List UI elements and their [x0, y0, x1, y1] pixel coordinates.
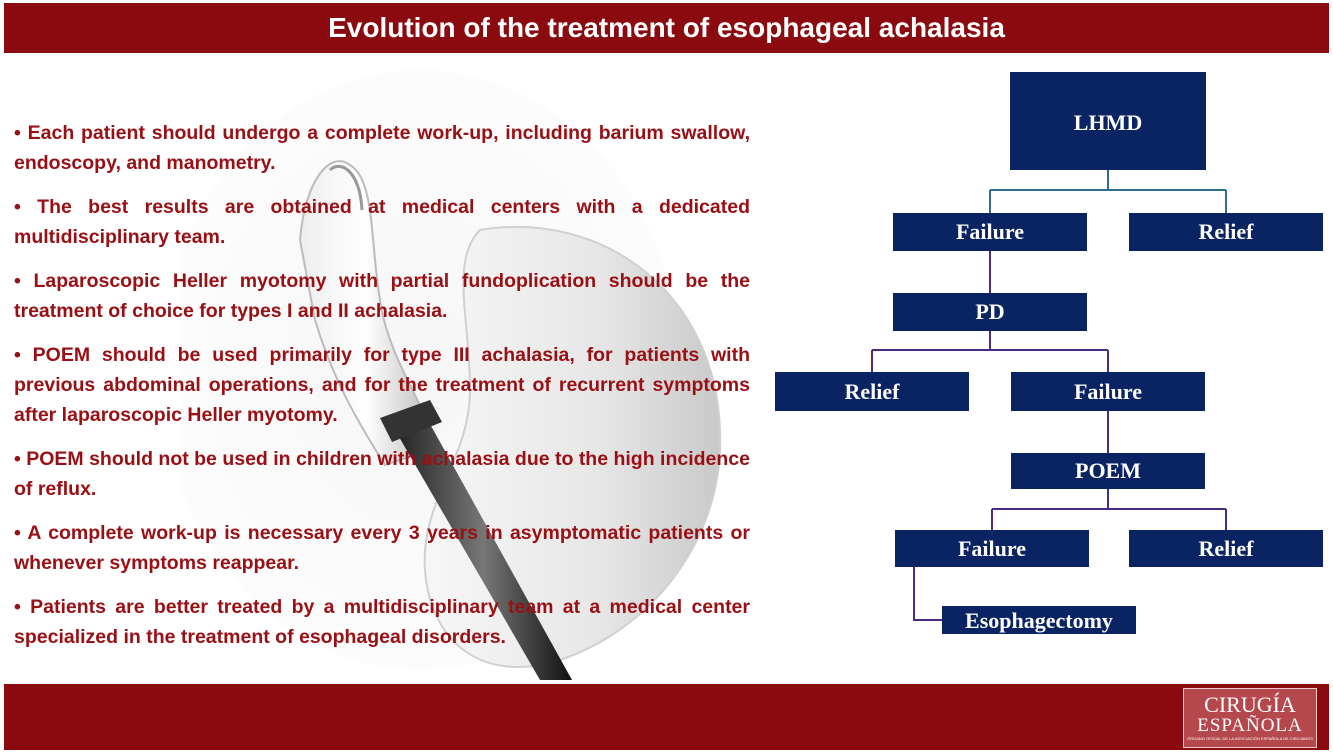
footer-bar — [4, 684, 1329, 750]
logo-line-3: ÓRGANO OFICIAL DE LA ASOCIACIÓN ESPAÑOLA DE CIRUJANOS — [1187, 736, 1313, 741]
bullet-item: • A complete work-up is necessary every 3 years in asymptomatic patients or whenever symptoms reappear. — [14, 522, 750, 574]
failure-label-2: Failure — [1073, 379, 1143, 404]
bullet-item: • POEM should be used primarily for type III achalasia, for patients with previous abdominal operations, and for the treatment of recurrent symptoms after laparoscopic Heller myotomy. — [14, 344, 750, 426]
failure-label-1: Failure — [955, 219, 1025, 244]
page-title: Evolution of the treatment of esophageal achalasia — [328, 12, 1005, 43]
bullet-item: • Patients are better treated by a multidisciplinary team at a medical center specialized in the treatment of esophageal disorders. — [14, 596, 750, 648]
relief-label-1: Relief — [1198, 219, 1254, 244]
bullet-item: • The best results are obtained at medical centers with a dedicated multidisciplinary team. — [14, 196, 750, 248]
esophagectomy-label: Esophagectomy — [965, 608, 1113, 633]
poem-label: POEM — [1075, 458, 1141, 483]
relief-label-3: Relief — [1198, 536, 1254, 561]
recommendations-list — [14, 118, 750, 666]
bullet-item: • Laparoscopic Heller myotomy with partial fundoplication should be the treatment of choice for types I and II achalasia. — [14, 270, 750, 322]
lhmd-label: LHMD — [1073, 110, 1143, 135]
relief-label-2: Relief — [844, 379, 900, 404]
treatment-flowchart — [760, 60, 1330, 650]
pd-label: PD — [975, 299, 1005, 324]
failure-label-3: Failure — [957, 536, 1027, 561]
title-bar — [4, 3, 1329, 53]
bullet-item: • POEM should not be used in children with achalasia due to the high incidence of reflux. — [14, 448, 751, 500]
logo-line-1: CIRUGÍA — [1204, 692, 1296, 717]
logo-line-2: ESPAÑOLA — [1197, 715, 1303, 736]
journal-logo — [1183, 688, 1317, 748]
bullet-item: • Each patient should undergo a complete work-up, including barium swallow, endoscopy, and manometry. — [14, 122, 750, 174]
